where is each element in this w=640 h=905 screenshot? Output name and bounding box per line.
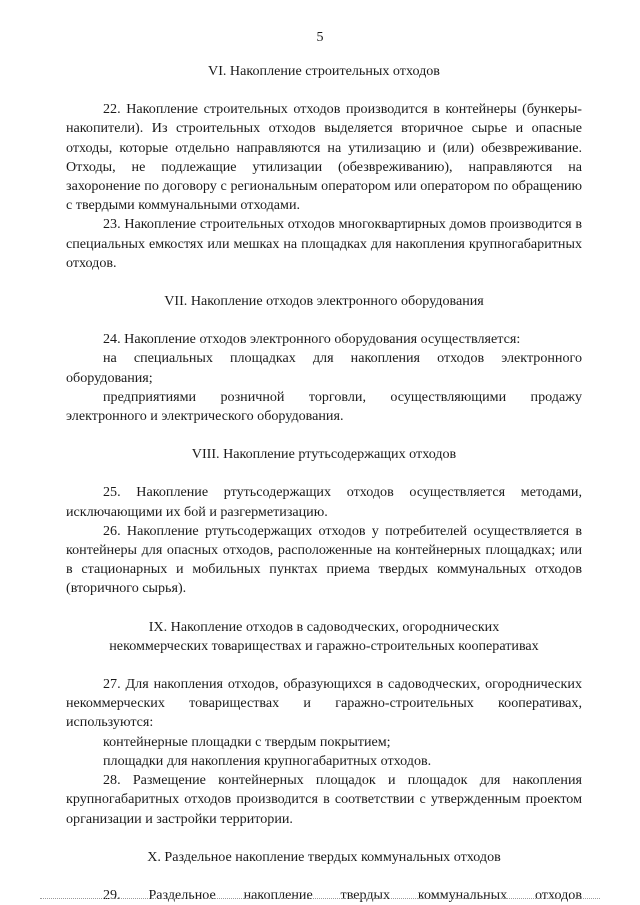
section-7-heading: VII. Накопление отходов электронного оборудования — [164, 293, 484, 310]
paragraph-25: 25. Накопление ртутьсодержащих отходов осуществляется методами, исключающими их бой и разгерметизацию. — [66, 484, 582, 520]
paragraph-24: 24. Накопление отходов электронного оборудования осуществляется: — [103, 331, 521, 348]
section-9-heading-line-1: IX. Накопление отходов в садоводческих, огороднических — [148, 618, 500, 635]
section-9-heading — [66, 618, 582, 656]
paragraph-28: 28. Размещение контейнерных площадок и площадок для накопления крупногабаритных отходов производится в соответствии с утвержденным проектом организации и застройки территории. — [66, 772, 582, 827]
paragraph-27: 27. Для накопления отходов, образующихся в садоводческих, огороднических некоммерческих товариществах и гаражно-строительных кооперативах, используются: — [66, 676, 582, 731]
section-9-heading-line-2: некоммерческих товариществах и гаражно-строительных кооперативах — [109, 637, 539, 654]
paragraph-29: 29. Раздельное накопление твердых коммунальных отходов — [103, 886, 582, 903]
paragraph-27-item-2: площадки для накопления крупногабаритных отходов. — [103, 752, 432, 769]
document-body — [66, 62, 582, 905]
paragraph-24-item-2: предприятиями розничной торговли, осуществляющими продажу электронного и электрического оборудования. — [66, 388, 582, 425]
paragraph-22: 22. Накопление строительных отходов производится в контейнеры (бункеры-накопители). Из строительных отходов выделяется вторичное сырье и опасные отходы, которые отдельно направляются на утилизацию и (или) обезвреживание. Отходы, не подлежащие утилизации (обезвреживанию), направляются на захоронение по договору с региональным оператором или оператором по обращению с твердыми коммунальными отходами. — [66, 101, 582, 214]
paragraph-26: 26. Накопление ртутьсодержащих отходов у потребителей осуществляется в контейнеры для опасных отходов, расположенные на контейнерных площадках; или в стационарных и мобильных пунктах приема твердых коммунальных отходов (вторичного сырья). — [66, 522, 582, 597]
section-10-heading: X. Раздельное накопление твердых коммунальных отходов — [147, 848, 501, 865]
paragraph-23: 23. Накопление строительных отходов многоквартирных домов производится в специальных емкостях или мешках на площадках для накопления крупногабаритных отходов. — [66, 216, 582, 271]
page-number: 5 — [316, 30, 324, 45]
paragraph-27-item-1: контейнерные площадки с твердым покрытием; — [103, 733, 391, 750]
section-8-heading: VIII. Накопление ртутьсодержащих отходов — [191, 446, 457, 463]
paragraph-24-item-1: на специальных площадках для накопления отходов электронного оборудования; — [66, 350, 582, 386]
page-bottom-rule — [40, 898, 600, 899]
section-6-heading: VI. Накопление строительных отходов — [208, 63, 440, 79]
